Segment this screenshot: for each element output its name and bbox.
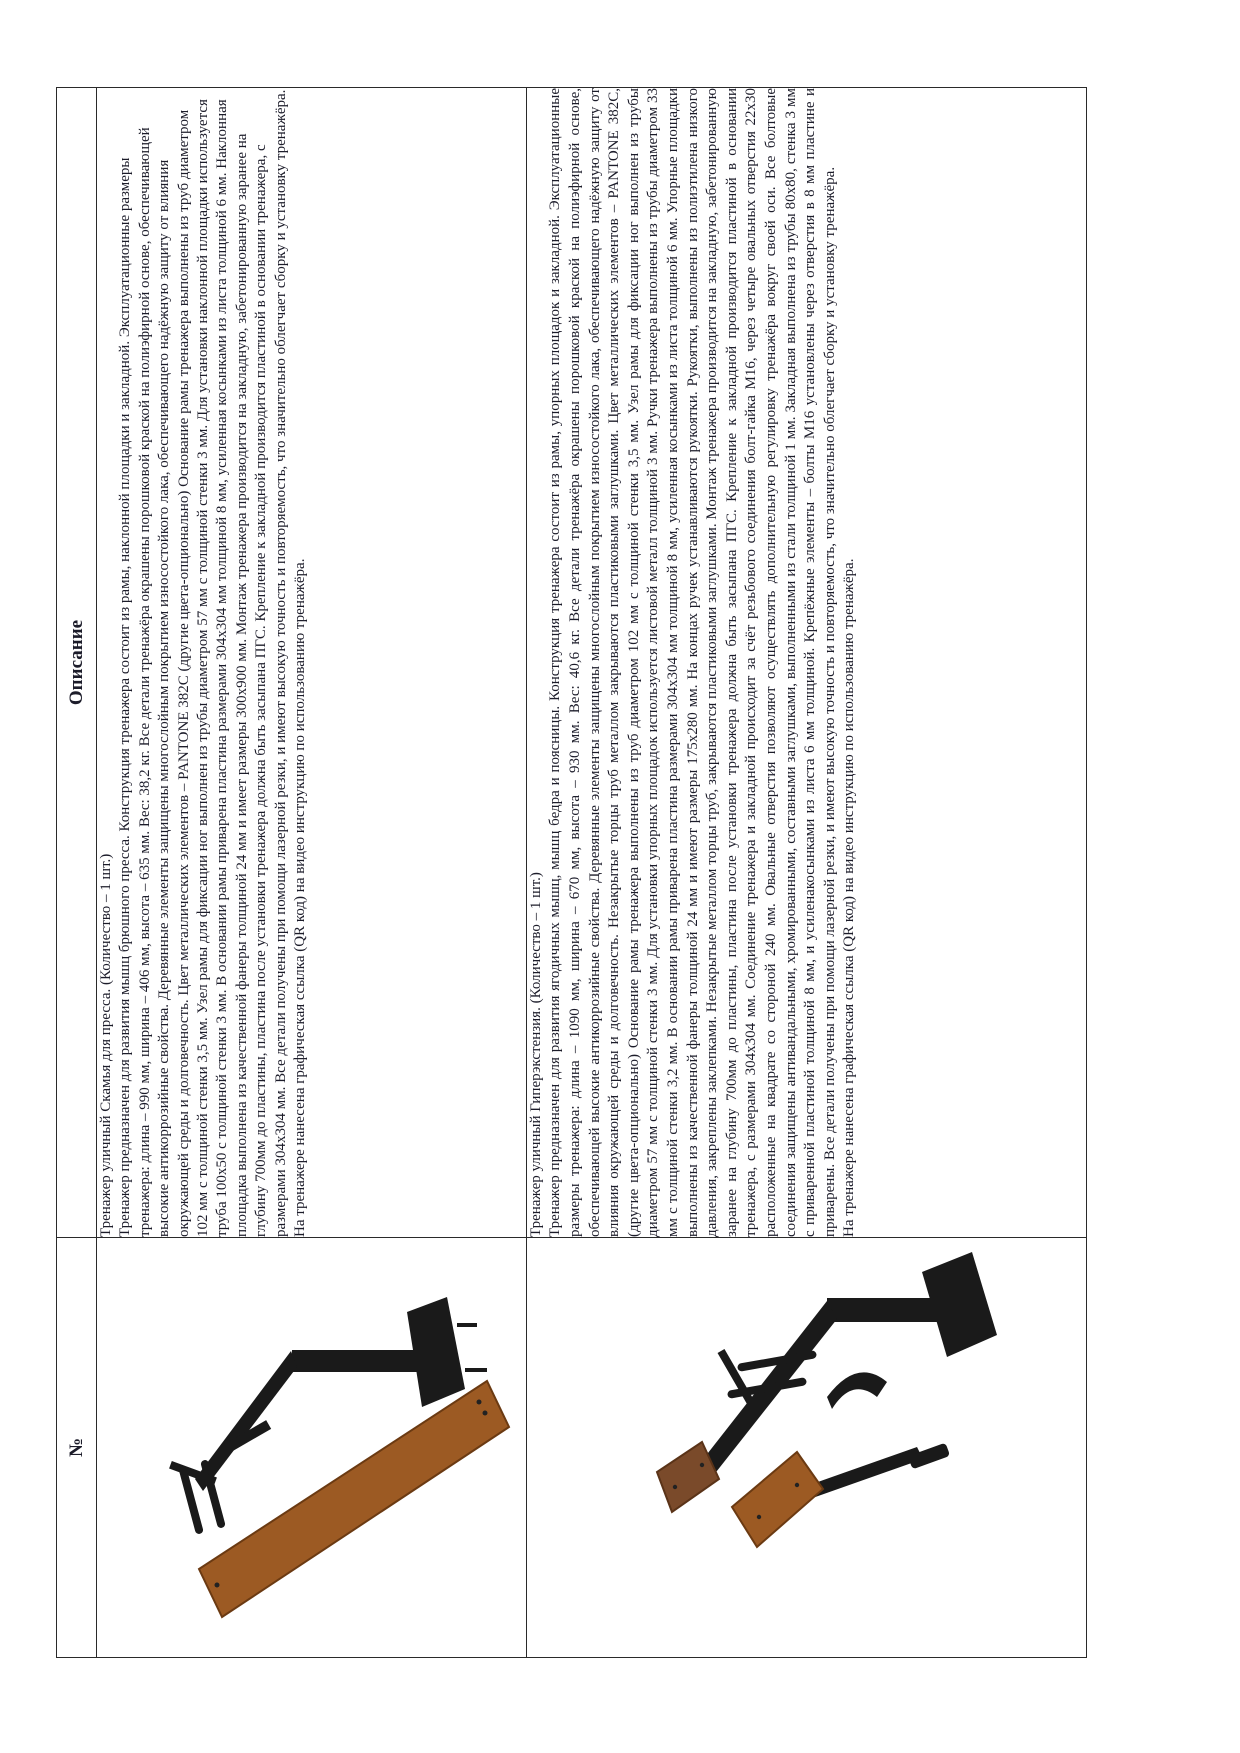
bench-image-cell [97,1238,527,1658]
spec-table [56,87,1087,1658]
anchor-bolt [465,1368,487,1372]
qr-note: На тренажере нанесена графическая ссылка (QR код) на видео инструкцию по использованию тренажёра. [841,558,858,1237]
rotated-document-page [56,88,1086,1658]
qr-note: На тренажере нанесена графическая ссылка (QR код) на видео инструкцию по использованию тренажёра. [292,558,309,1237]
bench-description-cell [97,88,527,1238]
table-header-row [57,88,97,1658]
item-description: Тренажер предназначен для развития ягодичных мышц, мышц бедра и поясницы. Конструкция тренажера состоит из рамы, упорных площадок и закладной. Эксплуатационные размеры тренажера: длина – 1090 мм, ширина – 670 мм, высота – 930 мм. Вес: 40,6 кг. Все детали тренажёра окрашены порошковой краской на полиэфирной основе, обеспечивающей высокие антикоррозийные свойства. Деревянные элементы защищены многослойным покрытием износостойкого лака, обеспечивающего надёжную защиту от влияния окружающей среды и долговечность. Незакрытые торцы труб металлом закрываются пластиковыми заглушками. Цвет металлических элементов – PANTONE 382C, (другие цвета-опционально) Основание рамы тренажера выполнены из труб диаметром 102 мм с толщиной стенки 3,5 мм. Узел рамы для фиксации ног выполнен из трубы диаметром 57 мм с толщиной стенки 3 мм. Для установки упорных площадок используется листовой металл толщиной 3 мм. Ручки тренажера выполнены из трубы диаметром 33 мм с толщиной стенки 3,2 мм. В основании рамы приварена пластина размерами 304х304 мм толщиной 8 мм, усиленная косынками из листа толщиной 6 мм. Упорные площадки выполнены из качественной фанеры толщиной 24 мм и имеют размеры 175х280 мм. На концах ручек устанавливаются рукоятки. Рукоятки, выполнены из полиэтилена низкого давления, закреплены заклепками. Незакрытые металлом торцы труб, закрываются пластиковыми заглушками. Монтаж тренажера производится на закладную, забетонированную заранее на глубину 700мм до пластины, пластина после установки тренажера должна быть засыпана ПГС. Крепление к закладной производится пластиной в основании тренажера, с размерами 304х304 мм. Соединение тренажера и закладной происходит за счёт резьбового соединения болт-гайка М16, через четыре овальных отверстия 22х30 расположенные на квадрате со стороной 240 мм. Овальные отверстия позволяют осуществлять дополнительную регулировку тренажёра вокруг своей оси. Все болтовые соединения защищены антивандальными, хромированными, составными заглушками, выполненными из стали толщиной 1 мм. Закладная выполнена из трубы 80х80, стенка 3 мм с приваренной пластиной толщиной 8 мм, и усиленакосынками из листа 6 мм толщиной. Крепёжные элементы – болты М16 установлены через отверстия в 8 мм пластине и приварены. Все детали получены при помощи лазерной резки, и имеют высокую точность и повторяемость, что значительно облегчает сборку и установку тренажёра. [547,88,838,1237]
header-description: Описание [57,88,97,1238]
frame-curve [827,1372,887,1409]
upper-pad [732,1452,823,1547]
board-bolt [477,1400,482,1405]
board-bolt [215,1583,220,1588]
hyperextension-illustration [527,1237,1087,1657]
ab-bench-illustration [97,1237,527,1657]
pad-bolt [795,1483,799,1487]
pad-bolt [673,1485,677,1489]
board-bolt [483,1411,488,1416]
frame-post [292,1350,422,1372]
item-title: Тренажер уличный Гиперэкстензия. (Количество – 1 шт.) [528,872,544,1237]
table-row [527,88,1087,1658]
handle-grip [908,1443,950,1470]
table-row [97,88,527,1658]
item-description: Тренажер предназначен для развития мышц брюшного пресса. Конструкция тренажера состоит из рамы, наклонной площадки и закладной. Эксплуатационные размеры тренажера: длина – 990 мм, ширина – 406 мм, высота – 635 мм. Вес: 38,2 кг. Все детали тренажёра окрашены порошковой краской на полиэфирной основе, обеспечивающей высокие антикоррозийные свойства. Деревянные элементы защищены многослойным покрытием износостойкого лака, обеспечивающего надёжную защиту от влияния окружающей среды и долговечность. Цвет металлических элементов – PANTONE 382C (другие цвета-опционально) Основание рамы тренажера выполнены из труб диаметром 102 мм с толщиной стенки 3,5 мм. Узел рамы для фиксации ног выполнен из трубы диаметром 57 мм с толщиной стенки 3 мм. Для установки наклонной площадки используется труба 100х50 с толщиной стенки 3 мм. В основании рамы приварена пластина размерами 304х304 мм толщиной 8 мм, усиленная косынками из листа толщиной 6 мм. Наклонная площадка выполнена из качественной фанеры толщиной 24 мм и имеет размеры 300х900 мм. Монтаж тренажера производится на закладную, забетонированную заранее на глубину 700мм до пластины, пластина после установки тренажера должна быть засыпана ПГС. Крепление к закладной производится пластиной в основании тренажера, с размерами 304х304 мм. Все детали получены при помощи лазерной резки, и имеют высокую точность и повторяемость, что значительно облегчает сборку и установку тренажёра. [117,89,289,1237]
header-number: № [57,1238,97,1658]
hyperextension-description-cell [527,88,1087,1238]
pad-bolt [700,1463,704,1467]
pad-bolt [757,1515,761,1519]
item-title: Тренажер уличный Скамья для пресса. (Количество – 1 шт.) [98,853,114,1237]
anchor-bolt [457,1323,477,1327]
frame-post [827,1298,952,1322]
hyperextension-image-cell [527,1238,1087,1658]
